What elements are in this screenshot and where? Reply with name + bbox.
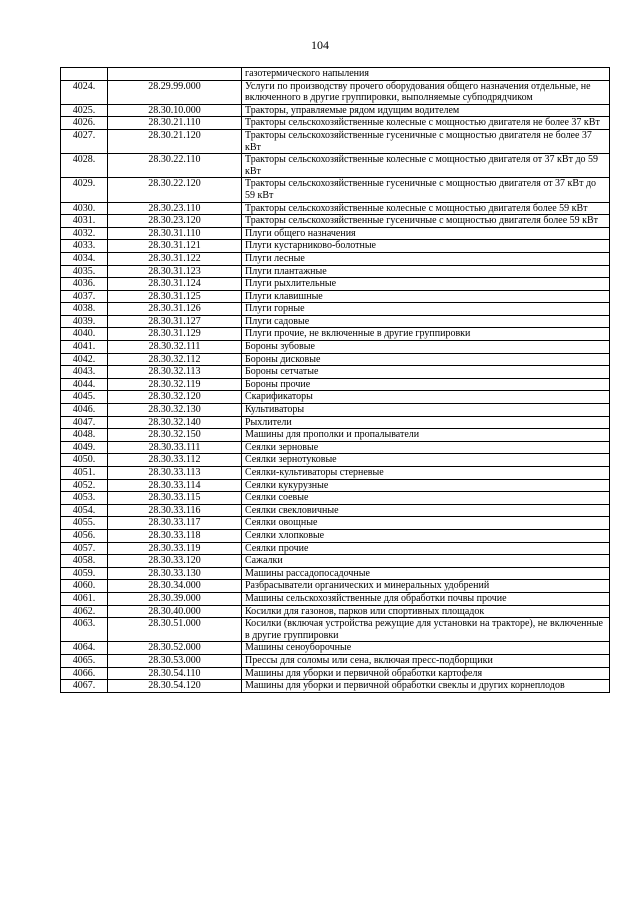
code-cell: 28.30.33.116 bbox=[108, 504, 242, 517]
code-cell: 28.30.32.120 bbox=[108, 391, 242, 404]
code-cell: 28.30.21.110 bbox=[108, 117, 242, 130]
table-row bbox=[61, 378, 610, 391]
table-row bbox=[61, 580, 610, 593]
row-number-cell: 4062. bbox=[61, 605, 108, 618]
code-cell: 28.30.54.120 bbox=[108, 680, 242, 693]
code-cell: 28.30.31.110 bbox=[108, 227, 242, 240]
code-cell: 28.30.52.000 bbox=[108, 642, 242, 655]
row-number-cell: 4053. bbox=[61, 492, 108, 505]
description-cell: Услуги по производству прочего оборудования общего назначения отдельные, не включенного в другие группировки, выполняемые субподрядчиком bbox=[242, 80, 610, 104]
code-cell: 28.30.33.130 bbox=[108, 567, 242, 580]
description-cell: Машины для уборки и первичной обработки картофеля bbox=[242, 667, 610, 680]
code-cell: 28.30.53.000 bbox=[108, 654, 242, 667]
description-cell: Тракторы сельскохозяйственные гусеничные с мощностью двигателя не более 37 кВт bbox=[242, 129, 610, 153]
row-number-cell: 4026. bbox=[61, 117, 108, 130]
description-cell: Машины сельскохозяйственные для обработки почвы прочие bbox=[242, 592, 610, 605]
description-cell: Бороны зубовые bbox=[242, 341, 610, 354]
table-row bbox=[61, 618, 610, 642]
description-cell: Машины для прополки и пропалыватели bbox=[242, 429, 610, 442]
table-row bbox=[61, 252, 610, 265]
description-cell: Сажалки bbox=[242, 555, 610, 568]
table-row bbox=[61, 104, 610, 117]
classification-table bbox=[60, 67, 610, 693]
description-cell: Тракторы сельскохозяйственные колесные с мощностью двигателя от 37 кВт до 59 кВт bbox=[242, 154, 610, 178]
code-cell: 28.30.23.120 bbox=[108, 215, 242, 228]
code-cell: 28.30.32.150 bbox=[108, 429, 242, 442]
description-cell: газотермического напыления bbox=[242, 68, 610, 81]
code-cell: 28.30.31.122 bbox=[108, 252, 242, 265]
code-cell: 28.30.33.118 bbox=[108, 529, 242, 542]
code-cell: 28.30.40.000 bbox=[108, 605, 242, 618]
description-cell: Плуги горные bbox=[242, 303, 610, 316]
table-row bbox=[61, 303, 610, 316]
row-number-cell: 4065. bbox=[61, 654, 108, 667]
row-number-cell: 4057. bbox=[61, 542, 108, 555]
row-number-cell: 4049. bbox=[61, 441, 108, 454]
description-cell: Сеялки зерновые bbox=[242, 441, 610, 454]
row-number-cell: 4061. bbox=[61, 592, 108, 605]
row-number-cell: 4039. bbox=[61, 315, 108, 328]
description-cell: Тракторы сельскохозяйственные колесные с мощностью двигателя более 59 кВт bbox=[242, 202, 610, 215]
description-cell: Плуги общего назначения bbox=[242, 227, 610, 240]
row-number-cell: 4027. bbox=[61, 129, 108, 153]
description-cell: Сеялки овощные bbox=[242, 517, 610, 530]
description-cell: Машины для уборки и первичной обработки свеклы и других корнеплодов bbox=[242, 680, 610, 693]
table-row bbox=[61, 129, 610, 153]
code-cell: 28.30.54.110 bbox=[108, 667, 242, 680]
row-number-cell: 4046. bbox=[61, 404, 108, 417]
code-cell bbox=[108, 68, 242, 81]
row-number-cell: 4040. bbox=[61, 328, 108, 341]
code-cell: 28.30.32.113 bbox=[108, 366, 242, 379]
table-row bbox=[61, 592, 610, 605]
description-cell: Скарификаторы bbox=[242, 391, 610, 404]
code-cell: 28.30.33.119 bbox=[108, 542, 242, 555]
description-cell: Бороны дисковые bbox=[242, 353, 610, 366]
row-number-cell: 4043. bbox=[61, 366, 108, 379]
table-row bbox=[61, 467, 610, 480]
code-cell: 28.30.21.120 bbox=[108, 129, 242, 153]
table-row bbox=[61, 353, 610, 366]
description-cell: Разбрасыватели органических и минеральных удобрений bbox=[242, 580, 610, 593]
description-cell: Рыхлители bbox=[242, 416, 610, 429]
description-cell: Плуги клавишные bbox=[242, 290, 610, 303]
code-cell: 28.30.31.121 bbox=[108, 240, 242, 253]
description-cell: Плуги прочие, не включенные в другие группировки bbox=[242, 328, 610, 341]
description-cell: Культиваторы bbox=[242, 404, 610, 417]
row-number-cell: 4044. bbox=[61, 378, 108, 391]
row-number-cell: 4038. bbox=[61, 303, 108, 316]
table-row bbox=[61, 492, 610, 505]
table-row bbox=[61, 441, 610, 454]
table-row bbox=[61, 567, 610, 580]
row-number-cell: 4050. bbox=[61, 454, 108, 467]
description-cell: Тракторы сельскохозяйственные гусеничные с мощностью двигателя от 37 кВт до 59 кВт bbox=[242, 178, 610, 202]
page-number: 104 bbox=[311, 38, 329, 52]
description-cell: Косилки (включая устройства режущие для установки на тракторе), не включенные в другие группировки bbox=[242, 618, 610, 642]
table-row bbox=[61, 642, 610, 655]
description-cell: Машины рассадопосадочные bbox=[242, 567, 610, 580]
row-number-cell: 4059. bbox=[61, 567, 108, 580]
code-cell: 28.30.33.117 bbox=[108, 517, 242, 530]
table-row bbox=[61, 517, 610, 530]
row-number-cell: 4055. bbox=[61, 517, 108, 530]
row-number-cell: 4060. bbox=[61, 580, 108, 593]
row-number-cell: 4063. bbox=[61, 618, 108, 642]
code-cell: 28.30.31.125 bbox=[108, 290, 242, 303]
table-row bbox=[61, 542, 610, 555]
table-row bbox=[61, 667, 610, 680]
code-cell: 28.30.23.110 bbox=[108, 202, 242, 215]
description-cell: Прессы для соломы или сена, включая пресс-подборщики bbox=[242, 654, 610, 667]
description-cell: Плуги кустарниково-болотные bbox=[242, 240, 610, 253]
table-row bbox=[61, 504, 610, 517]
row-number-cell: 4052. bbox=[61, 479, 108, 492]
code-cell: 28.30.31.124 bbox=[108, 278, 242, 291]
code-cell: 28.30.51.000 bbox=[108, 618, 242, 642]
row-number-cell: 4041. bbox=[61, 341, 108, 354]
row-number-cell: 4058. bbox=[61, 555, 108, 568]
row-number-cell bbox=[61, 68, 108, 81]
table-row bbox=[61, 278, 610, 291]
table-row bbox=[61, 605, 610, 618]
row-number-cell: 4037. bbox=[61, 290, 108, 303]
code-cell: 28.30.31.126 bbox=[108, 303, 242, 316]
row-number-cell: 4042. bbox=[61, 353, 108, 366]
row-number-cell: 4036. bbox=[61, 278, 108, 291]
row-number-cell: 4029. bbox=[61, 178, 108, 202]
table-row bbox=[61, 215, 610, 228]
table-row bbox=[61, 80, 610, 104]
table-row bbox=[61, 341, 610, 354]
code-cell: 28.30.32.130 bbox=[108, 404, 242, 417]
row-number-cell: 4054. bbox=[61, 504, 108, 517]
table-row bbox=[61, 328, 610, 341]
table-row bbox=[61, 680, 610, 693]
table-row bbox=[61, 265, 610, 278]
description-cell: Сеялки хлопковые bbox=[242, 529, 610, 542]
description-cell: Сеялки кукурузные bbox=[242, 479, 610, 492]
row-number-cell: 4032. bbox=[61, 227, 108, 240]
description-cell: Тракторы, управляемые рядом идущим водителем bbox=[242, 104, 610, 117]
code-cell: 28.30.39.000 bbox=[108, 592, 242, 605]
table-row bbox=[61, 404, 610, 417]
code-cell: 28.30.22.120 bbox=[108, 178, 242, 202]
row-number-cell: 4056. bbox=[61, 529, 108, 542]
code-cell: 28.30.32.111 bbox=[108, 341, 242, 354]
code-cell: 28.30.31.123 bbox=[108, 265, 242, 278]
code-cell: 28.30.33.120 bbox=[108, 555, 242, 568]
description-cell: Сеялки зернотуковые bbox=[242, 454, 610, 467]
row-number-cell: 4035. bbox=[61, 265, 108, 278]
code-cell: 28.30.32.140 bbox=[108, 416, 242, 429]
row-number-cell: 4025. bbox=[61, 104, 108, 117]
description-cell: Бороны прочие bbox=[242, 378, 610, 391]
code-cell: 28.30.32.112 bbox=[108, 353, 242, 366]
description-cell: Тракторы сельскохозяйственные гусеничные с мощностью двигателя более 59 кВт bbox=[242, 215, 610, 228]
table-row bbox=[61, 117, 610, 130]
description-cell: Косилки для газонов, парков или спортивных площадок bbox=[242, 605, 610, 618]
row-number-cell: 4028. bbox=[61, 154, 108, 178]
table-body bbox=[61, 68, 610, 693]
row-number-cell: 4033. bbox=[61, 240, 108, 253]
code-cell: 28.29.99.000 bbox=[108, 80, 242, 104]
table-row bbox=[61, 290, 610, 303]
row-number-cell: 4030. bbox=[61, 202, 108, 215]
code-cell: 28.30.31.129 bbox=[108, 328, 242, 341]
code-cell: 28.30.33.112 bbox=[108, 454, 242, 467]
row-number-cell: 4024. bbox=[61, 80, 108, 104]
table-row bbox=[61, 555, 610, 568]
table-row bbox=[61, 654, 610, 667]
code-cell: 28.30.33.114 bbox=[108, 479, 242, 492]
description-cell: Тракторы сельскохозяйственные колесные с мощностью двигателя не более 37 кВт bbox=[242, 117, 610, 130]
table-row bbox=[61, 391, 610, 404]
code-cell: 28.30.10.000 bbox=[108, 104, 242, 117]
row-number-cell: 4067. bbox=[61, 680, 108, 693]
row-number-cell: 4034. bbox=[61, 252, 108, 265]
description-cell: Плуги лесные bbox=[242, 252, 610, 265]
table-row bbox=[61, 454, 610, 467]
description-cell: Бороны сетчатые bbox=[242, 366, 610, 379]
code-cell: 28.30.34.000 bbox=[108, 580, 242, 593]
table-row bbox=[61, 479, 610, 492]
row-number-cell: 4064. bbox=[61, 642, 108, 655]
row-number-cell: 4048. bbox=[61, 429, 108, 442]
table-row bbox=[61, 416, 610, 429]
code-cell: 28.30.22.110 bbox=[108, 154, 242, 178]
table-row bbox=[61, 366, 610, 379]
description-cell: Плуги плантажные bbox=[242, 265, 610, 278]
row-number-cell: 4045. bbox=[61, 391, 108, 404]
description-cell: Плуги садовые bbox=[242, 315, 610, 328]
description-cell: Плуги рыхлительные bbox=[242, 278, 610, 291]
table-row bbox=[61, 154, 610, 178]
description-cell: Сеялки соевые bbox=[242, 492, 610, 505]
table-row bbox=[61, 202, 610, 215]
table-row bbox=[61, 178, 610, 202]
row-number-cell: 4031. bbox=[61, 215, 108, 228]
code-cell: 28.30.31.127 bbox=[108, 315, 242, 328]
code-cell: 28.30.33.111 bbox=[108, 441, 242, 454]
table-row bbox=[61, 227, 610, 240]
table-row bbox=[61, 68, 610, 81]
row-number-cell: 4047. bbox=[61, 416, 108, 429]
table-row bbox=[61, 429, 610, 442]
description-cell: Машины сеноуборочные bbox=[242, 642, 610, 655]
table-row bbox=[61, 529, 610, 542]
row-number-cell: 4066. bbox=[61, 667, 108, 680]
code-cell: 28.30.33.113 bbox=[108, 467, 242, 480]
table-row bbox=[61, 315, 610, 328]
row-number-cell: 4051. bbox=[61, 467, 108, 480]
description-cell: Сеялки-культиваторы стерневые bbox=[242, 467, 610, 480]
code-cell: 28.30.33.115 bbox=[108, 492, 242, 505]
code-cell: 28.30.32.119 bbox=[108, 378, 242, 391]
description-cell: Сеялки прочие bbox=[242, 542, 610, 555]
description-cell: Сеялки свекловичные bbox=[242, 504, 610, 517]
table-row bbox=[61, 240, 610, 253]
